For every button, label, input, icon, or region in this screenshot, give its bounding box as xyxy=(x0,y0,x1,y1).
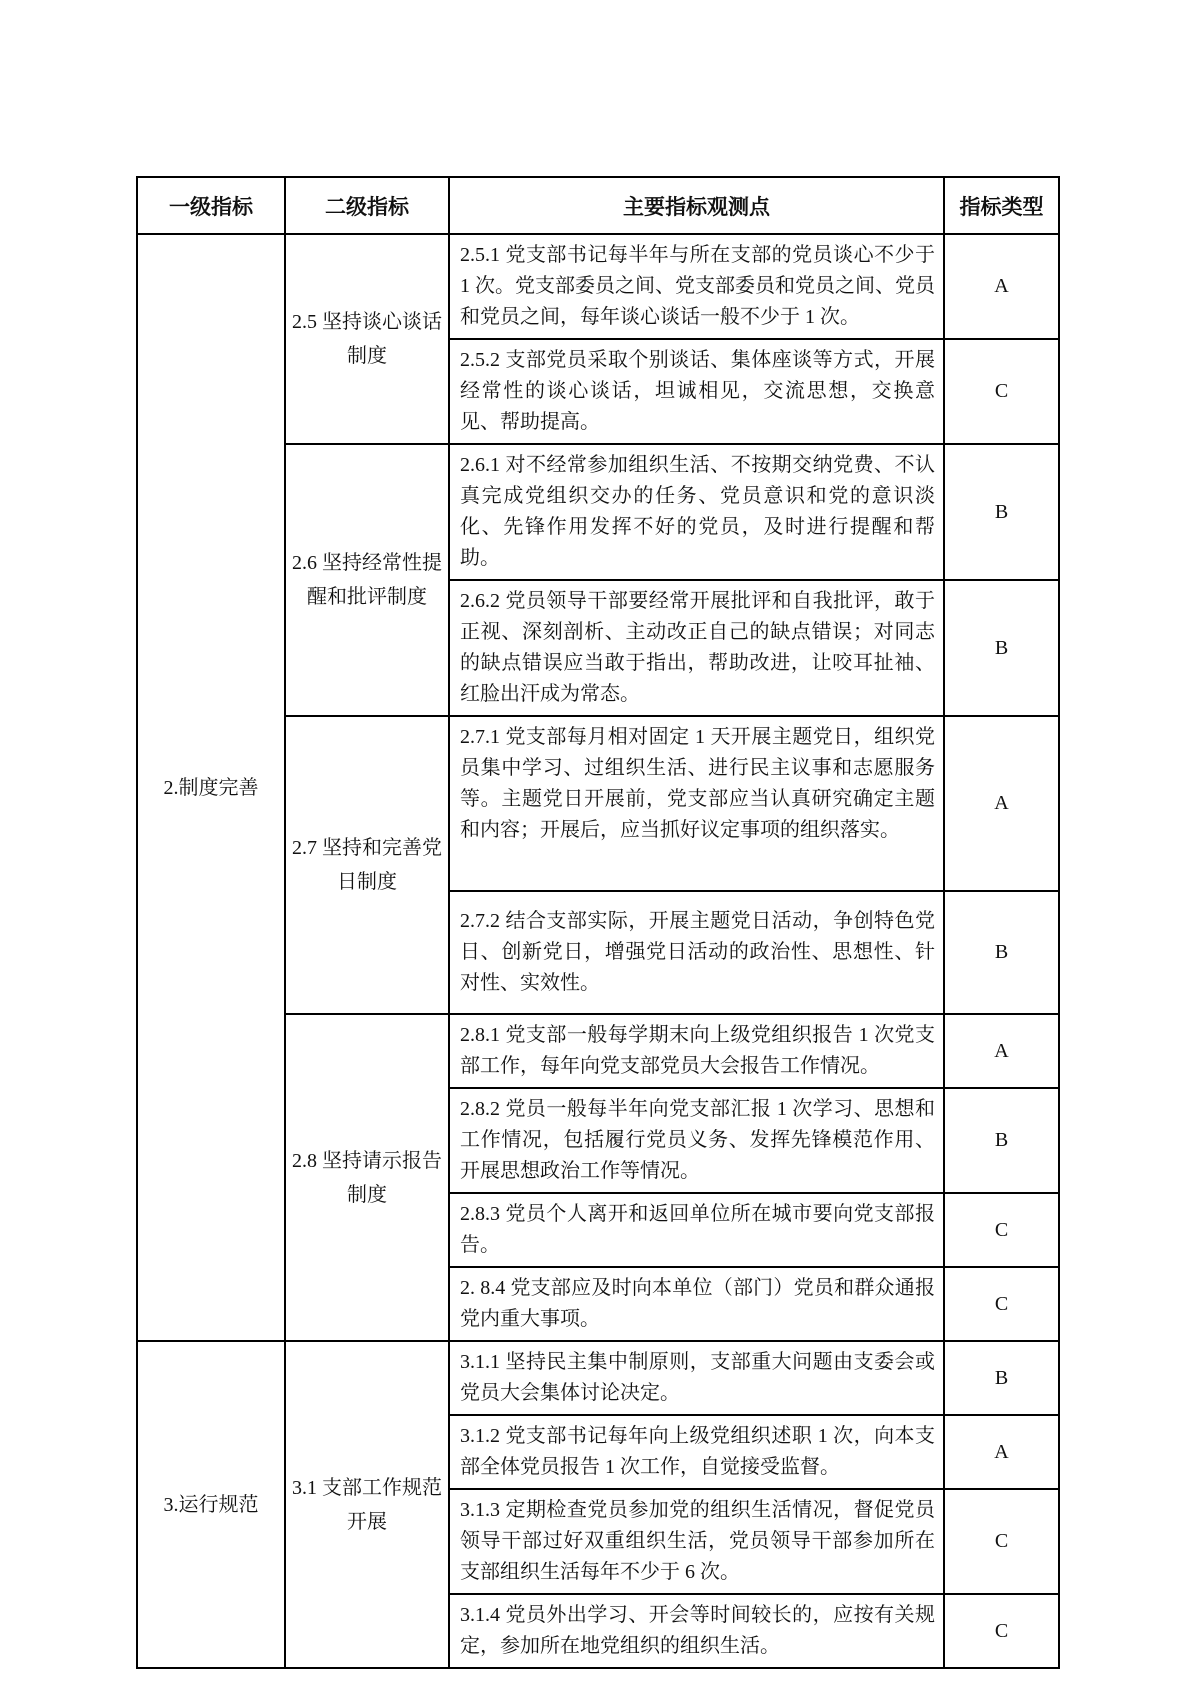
observation-cell: 3.1.1 坚持民主集中制原则，支部重大问题由支委会或党员大会集体讨论决定。 xyxy=(449,1341,944,1415)
observation-cell: 2.8.2 党员一般每半年向党支部汇报 1 次学习、思想和工作情况，包括履行党员义务、发挥先锋模范作用、开展思想政治工作等情况。 xyxy=(449,1088,944,1193)
observation-cell: 3.1.3 定期检查党员参加党的组织生活情况，督促党员领导干部过好双重组织生活，党员领导干部参加所在支部组织生活每年不少于 6 次。 xyxy=(449,1489,944,1594)
header-level2: 二级指标 xyxy=(285,177,449,234)
level1-indicator-cell: 2.制度完善 xyxy=(137,234,285,1341)
type-cell: B xyxy=(944,1341,1059,1415)
level2-indicator-cell: 2.5 坚持谈心谈话制度 xyxy=(285,234,449,444)
observation-cell: 2.6.2 党员领导干部要经常开展批评和自我批评，敢于正视、深刻剖析、主动改正自己的缺点错误；对同志的缺点错误应当敢于指出，帮助改进，让咬耳扯袖、红脸出汗成为常态。 xyxy=(449,580,944,716)
type-cell: B xyxy=(944,891,1059,1014)
header-observation: 主要指标观测点 xyxy=(449,177,944,234)
type-cell: B xyxy=(944,444,1059,580)
level2-indicator-cell: 2.7 坚持和完善党日制度 xyxy=(285,716,449,1014)
header-type: 指标类型 xyxy=(944,177,1059,234)
type-cell: C xyxy=(944,1489,1059,1594)
type-cell: A xyxy=(944,1014,1059,1088)
level2-indicator-cell: 2.6 坚持经常性提醒和批评制度 xyxy=(285,444,449,716)
header-level1: 一级指标 xyxy=(137,177,285,234)
level2-indicator-cell: 3.1 支部工作规范开展 xyxy=(285,1341,449,1668)
type-cell: B xyxy=(944,580,1059,716)
level1-indicator-cell: 3.运行规范 xyxy=(137,1341,285,1668)
observation-cell: 3.1.4 党员外出学习、开会等时间较长的，应按有关规定，参加所在地党组织的组织生活。 xyxy=(449,1594,944,1668)
observation-cell: 2.5.1 党支部书记每半年与所在支部的党员谈心不少于 1 次。党支部委员之间、党支部委员和党员之间、党员和党员之间，每年谈心谈话一般不少于 1 次。 xyxy=(449,234,944,339)
observation-cell: 2.7.2 结合支部实际，开展主题党日活动，争创特色党日、创新党日，增强党日活动的政治性、思想性、针对性、实效性。 xyxy=(449,891,944,1014)
type-cell: C xyxy=(944,1594,1059,1668)
table-row xyxy=(137,1341,1059,1415)
document-page xyxy=(136,176,1060,1669)
type-cell: C xyxy=(944,1193,1059,1267)
observation-cell: 2. 8.4 党支部应及时向本单位（部门）党员和群众通报党内重大事项。 xyxy=(449,1267,944,1341)
type-cell: A xyxy=(944,716,1059,891)
type-cell: A xyxy=(944,1415,1059,1489)
type-cell: C xyxy=(944,339,1059,444)
indicator-table xyxy=(136,176,1060,1669)
observation-cell: 2.7.1 党支部每月相对固定 1 天开展主题党日，组织党员集中学习、过组织生活、进行民主议事和志愿服务等。主题党日开展前，党支部应当认真研究确定主题和内容；开展后，应当抓好议定事项的组织落实。 xyxy=(449,716,944,891)
observation-cell: 2.5.2 支部党员采取个别谈话、集体座谈等方式，开展经常性的谈心谈话，坦诚相见，交流思想，交换意见、帮助提高。 xyxy=(449,339,944,444)
observation-cell: 2.8.3 党员个人离开和返回单位所在城市要向党支部报告。 xyxy=(449,1193,944,1267)
type-cell: B xyxy=(944,1088,1059,1193)
observation-cell: 2.6.1 对不经常参加组织生活、不按期交纳党费、不认真完成党组织交办的任务、党员意识和党的意识淡化、先锋作用发挥不好的党员，及时进行提醒和帮助。 xyxy=(449,444,944,580)
type-cell: C xyxy=(944,1267,1059,1341)
table-row xyxy=(137,234,1059,339)
header-row xyxy=(137,177,1059,234)
type-cell: A xyxy=(944,234,1059,339)
observation-cell: 3.1.2 党支部书记每年向上级党组织述职 1 次，向本支部全体党员报告 1 次工作，自觉接受监督。 xyxy=(449,1415,944,1489)
observation-cell: 2.8.1 党支部一般每学期末向上级党组织报告 1 次党支部工作，每年向党支部党员大会报告工作情况。 xyxy=(449,1014,944,1088)
indicator-table-header xyxy=(137,177,1059,234)
level2-indicator-cell: 2.8 坚持请示报告制度 xyxy=(285,1014,449,1341)
indicator-table-body xyxy=(137,234,1059,1668)
